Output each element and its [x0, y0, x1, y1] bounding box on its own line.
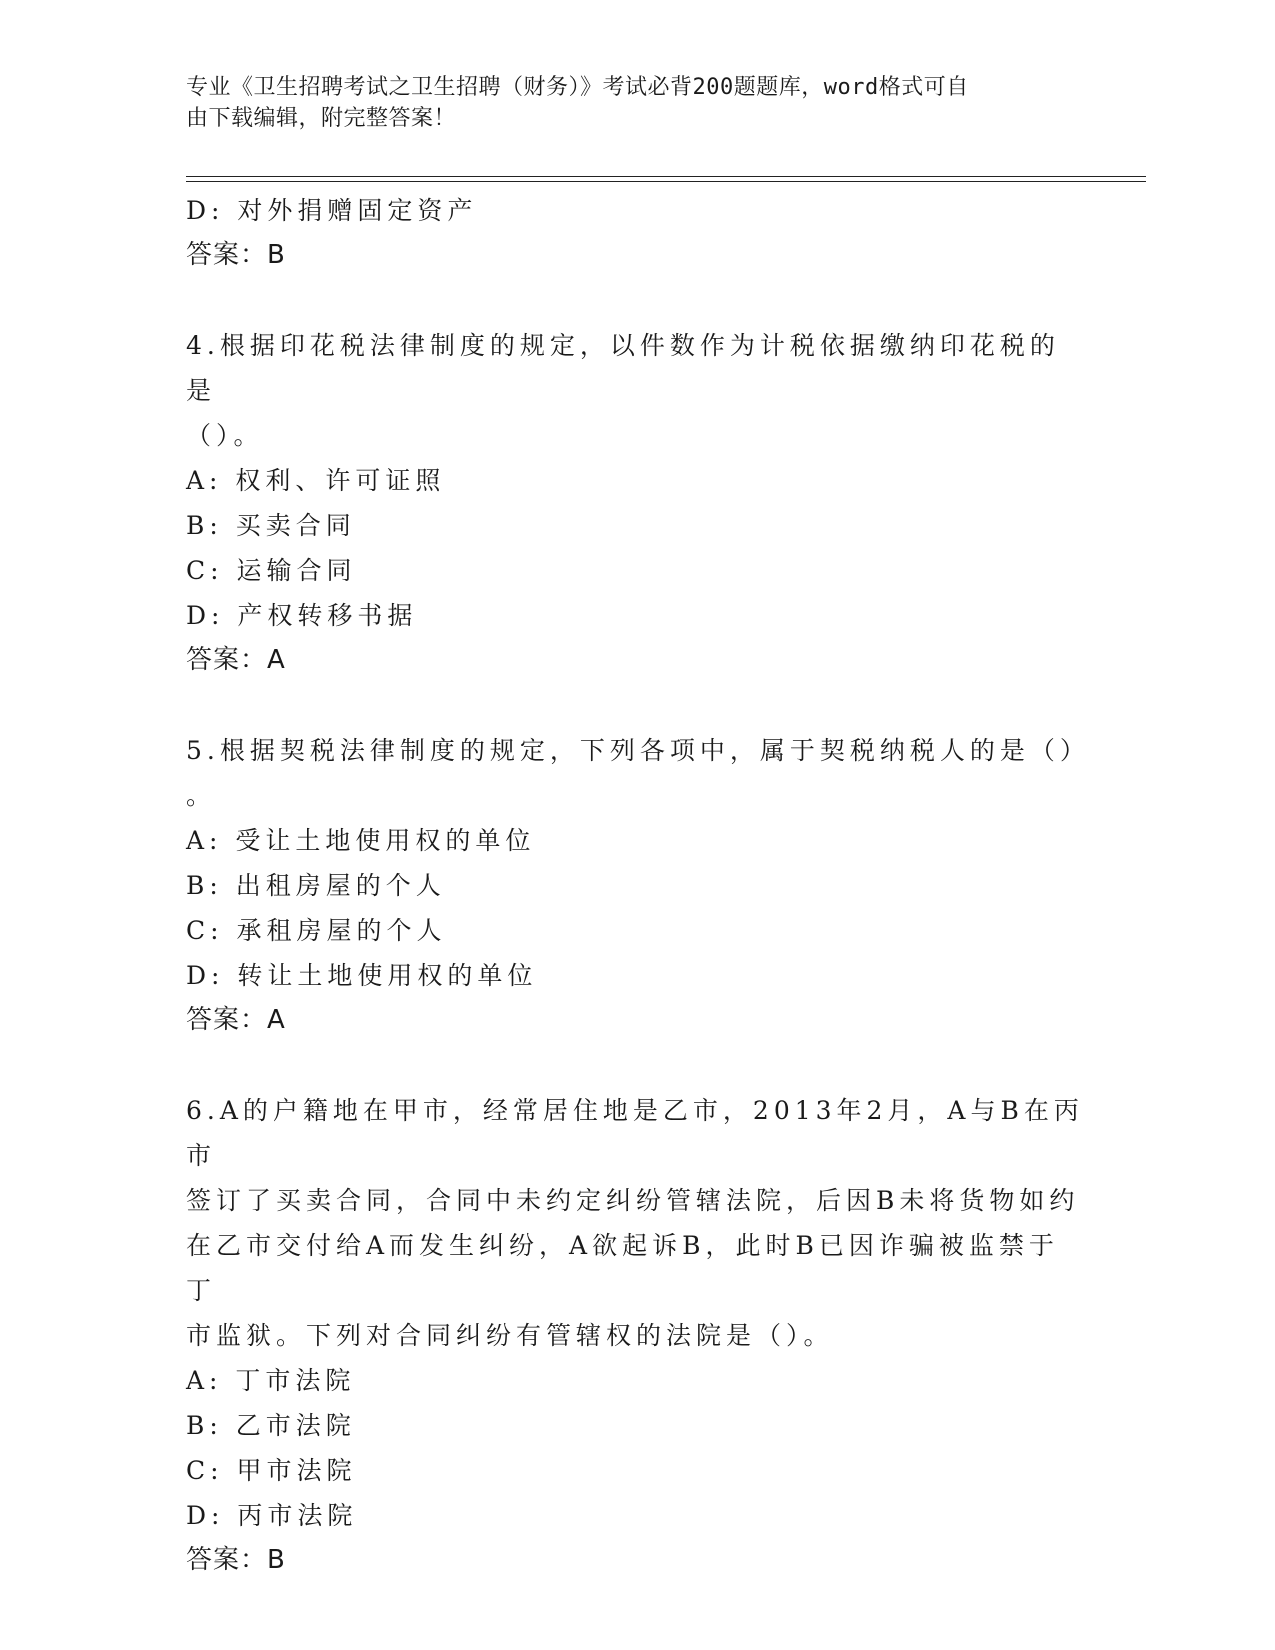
header-divider-thick [186, 176, 1146, 177]
option-c: C: 承租房屋的个人 [186, 916, 447, 945]
option-b: B: 乙市法院 [186, 1411, 356, 1440]
option-b: B: 买卖合同 [186, 511, 356, 540]
option-b: B: 出租房屋的个人 [186, 871, 446, 900]
document-header [186, 72, 1066, 134]
option-a: A: 丁市法院 [186, 1366, 356, 1395]
header-divider-thin [186, 181, 1146, 182]
question-text-line: 在乙市交付给A而发生纠纷，A欲起诉B，此时B已因诈骗被监禁于丁 [186, 1231, 1059, 1305]
answer-line: 答案：A [186, 645, 286, 675]
question-4 [186, 323, 1086, 683]
question-text-line: 市监狱。下列对合同纠纷有管辖权的法院是（）。 [186, 1321, 834, 1350]
question-5 [186, 728, 1090, 1043]
answer-line: 答案：B [186, 1545, 286, 1575]
question-text-line: 4.根据印花税法律制度的规定，以件数作为计税依据缴纳印花税的是 [186, 331, 1060, 405]
spacer [186, 683, 1086, 728]
header-line-2: 由下载编辑，附完整答案！ [186, 106, 457, 131]
question-text-line: 签订了买卖合同，合同中未约定纠纷管辖法院，后因B未将货物如约 [186, 1186, 1080, 1215]
spacer [186, 278, 1086, 323]
question-text-line: 。 [186, 781, 217, 810]
answer-line: 答案：B [186, 240, 286, 270]
option-a: A: 权利、许可证照 [186, 466, 446, 495]
option-c: C: 甲市法院 [186, 1456, 357, 1485]
option-d: D: 丙市法院 [186, 1501, 358, 1530]
document-body [186, 188, 1090, 1583]
previous-question-tail [186, 188, 1086, 278]
answer-line: 答案：A [186, 1005, 286, 1035]
header-line-1: 专业《卫生招聘考试之卫生招聘（财务）》考试必背200题题库，word格式可自 [186, 75, 969, 100]
option-a: A: 受让土地使用权的单位 [186, 826, 536, 855]
option-d: D: 转让土地使用权的单位 [186, 961, 538, 990]
question-text-line: （）。 [186, 421, 264, 450]
question-text-line: 6.A的户籍地在甲市，经常居住地是乙市，2013年2月，A与B在丙市 [186, 1096, 1084, 1170]
spacer [186, 1043, 1086, 1088]
question-6 [186, 1088, 1086, 1583]
option-c: C: 运输合同 [186, 556, 357, 585]
option-d: D: 产权转移书据 [186, 601, 418, 630]
question-text-line: 5.根据契税法律制度的规定，下列各项中，属于契税纳税人的是（） [186, 736, 1090, 765]
option-d: D: 对外捐赠固定资产 [186, 196, 478, 225]
